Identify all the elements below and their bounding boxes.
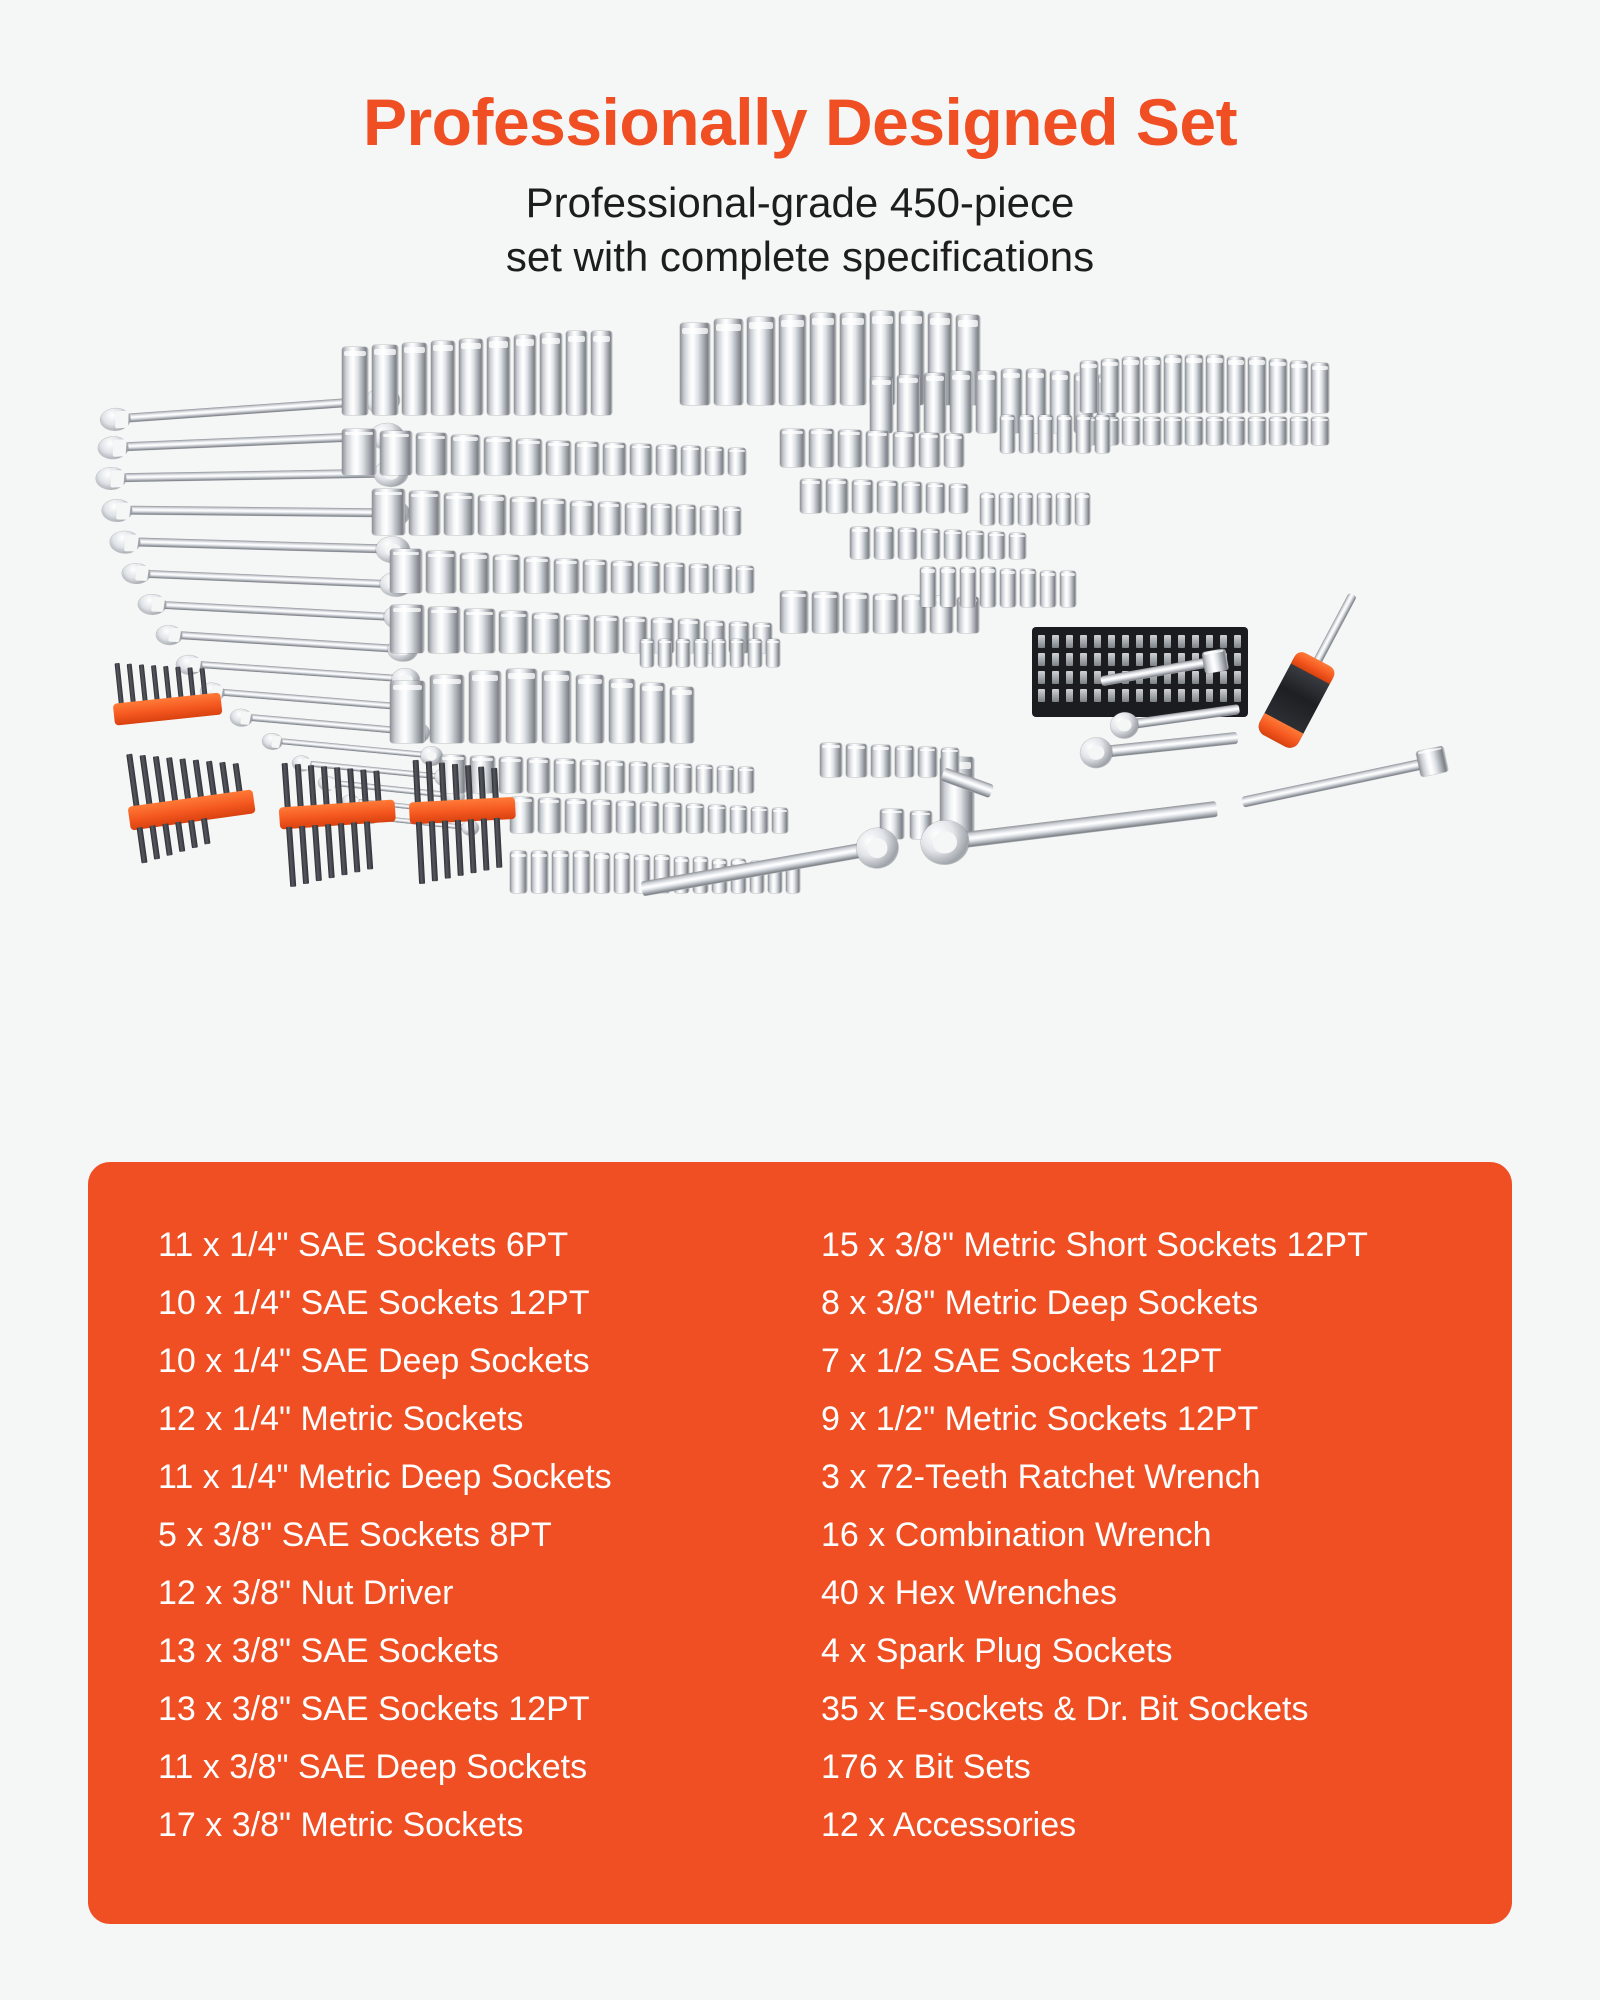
socket-row [390, 545, 770, 595]
spec-item: 5 x 3/8" SAE Sockets 8PT [158, 1516, 552, 1554]
page-subtitle [250, 176, 1350, 284]
hex-key-set [120, 736, 275, 874]
spec-item: 10 x 1/4" SAE Deep Sockets [158, 1342, 590, 1380]
spec-item: 13 x 3/8" SAE Sockets [158, 1632, 499, 1670]
deep-socket-row [342, 325, 662, 415]
spec-item: 4 x Spark Plug Sockets [821, 1632, 1173, 1670]
bit-socket-row [1000, 411, 1200, 455]
bit-socket-row [920, 563, 1120, 609]
screwdriver-handle [1227, 588, 1403, 777]
spec-item: 11 x 1/4" SAE Sockets 6PT [158, 1226, 569, 1264]
spec-item: 17 x 3/8" Metric Sockets [158, 1806, 524, 1844]
spec-item: 12 x Accessories [821, 1806, 1077, 1844]
hex-key-set [276, 755, 415, 894]
spec-item: 3 x 72-Teeth Ratchet Wrench [821, 1458, 1261, 1496]
hex-key-set [407, 754, 544, 893]
deep-socket-row [1080, 347, 1330, 417]
page-subtitle-line1: Professional-grade 450-piece [525, 178, 1075, 226]
ratchet-wrench [1079, 723, 1241, 770]
ratchet-wrench [639, 825, 902, 910]
socket-row [342, 425, 762, 477]
combination-wrench [110, 531, 410, 559]
socket-row [372, 485, 762, 537]
socket-row [510, 793, 830, 835]
spec-item: 12 x 1/4" Metric Sockets [158, 1400, 524, 1438]
spec-item: 40 x Hex Wrenches [821, 1574, 1118, 1612]
deep-socket-row [390, 663, 720, 745]
spec-item: 12 x 3/8" Nut Driver [158, 1574, 454, 1612]
spec-column-right [779, 1216, 1442, 1884]
socket-row [850, 521, 1030, 561]
spec-item: 8 x 3/8" Metric Deep Sockets [821, 1284, 1259, 1322]
bit-socket-row [640, 635, 980, 669]
page-header [0, 0, 1600, 283]
spec-panel [88, 1162, 1512, 1924]
spec-column-left [158, 1216, 779, 1884]
spec-item: 11 x 3/8" SAE Deep Sockets [158, 1748, 588, 1786]
bit-socket-row [810, 487, 1110, 527]
combination-wrench [102, 500, 410, 523]
spec-item: 13 x 3/8" SAE Sockets 12PT [158, 1690, 590, 1728]
product-photo [80, 307, 1520, 1047]
combination-wrench [122, 563, 413, 594]
spec-item: 10 x 1/4" SAE Sockets 12PT [158, 1284, 590, 1322]
spec-item: 16 x Combination Wrench [821, 1516, 1212, 1554]
spec-item: 35 x E-sockets & Dr. Bit Sockets [821, 1690, 1309, 1728]
spec-item: 7 x 1/2 SAE Sockets 12PT [821, 1342, 1222, 1380]
spec-item: 176 x Bit Sets [821, 1748, 1031, 1786]
page-subtitle-line2: set with complete specifications [505, 232, 1095, 280]
hex-key-set [109, 651, 246, 736]
spec-item: 11 x 1/4" Metric Deep Sockets [158, 1458, 612, 1496]
combination-wrench [138, 594, 417, 628]
spec-item: 9 x 1/2" Metric Sockets 12PT [821, 1400, 1259, 1438]
spec-item: 15 x 3/8" Metric Short Sockets 12PT [821, 1226, 1368, 1264]
page-title: Professionally Designed Set [362, 85, 1238, 159]
socket-row [780, 423, 970, 469]
extension-bar [1240, 746, 1451, 815]
